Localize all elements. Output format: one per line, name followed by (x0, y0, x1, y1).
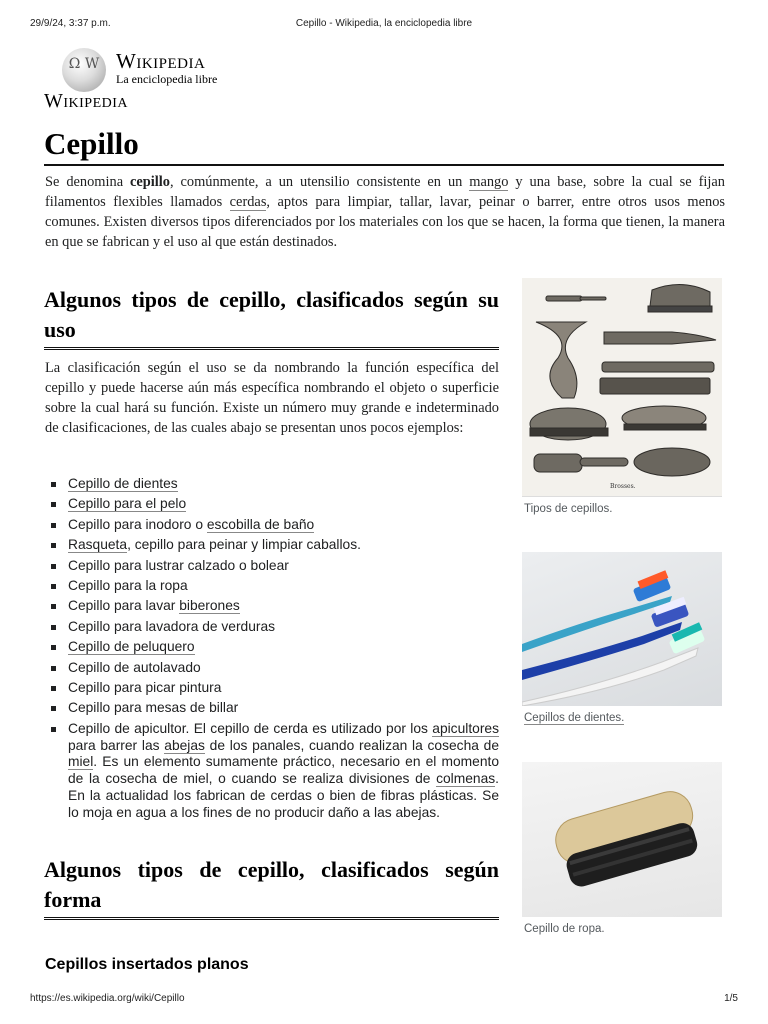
intro-text: , aptos para limpiar, tallar, lavar, peinar o barrer, entre otros usos menos comunes. Existen diversos tipos diferenciados por los materiales con los que se hacen, la forma que tienen, la manera en que se fabrican y el uso al que están destinados. (45, 194, 725, 250)
list-item (47, 576, 499, 596)
figure-caption-link[interactable]: Cepillos de dientes. (524, 712, 625, 724)
figure-clothes-brush (522, 762, 722, 935)
list-item (47, 596, 499, 616)
link-apicultores[interactable]: apicultores (432, 720, 499, 736)
figure-caption (522, 712, 722, 724)
brush-types-list (47, 474, 499, 822)
link-colmenas[interactable]: colmenas (436, 771, 496, 787)
list-item (47, 658, 499, 678)
list-item (47, 535, 499, 555)
print-page-number: 1/5 (724, 993, 738, 1004)
link-cepillo-de-dientes[interactable]: Cepillo de dientes (68, 476, 178, 491)
list-item (47, 556, 499, 576)
intro-text: Se denomina (45, 174, 131, 190)
list-item (47, 474, 499, 494)
section-heading-uso: Algunos tipos de cepillo, clasificados según su uso (44, 285, 499, 350)
list-item (47, 515, 499, 535)
figure-caption: Tipos de cepillos. (524, 503, 613, 515)
clothes-brush-illustration (522, 762, 722, 917)
intro-text: y una base, sobre la cual se fijan filamentos flexibles llamados (45, 174, 725, 210)
subsection-heading-insertados-planos: Cepillos insertados planos (45, 956, 249, 973)
list-item-text: Cepillo para lavar (68, 598, 180, 614)
list-item-text: Cepillo para mesas de billar (68, 700, 239, 716)
list-item (47, 678, 499, 698)
print-page-title: Cepillo - Wikipedia, la enciclopedia libre (295, 18, 473, 29)
print-url: https://es.wikipedia.org/wiki/Cepillo (30, 993, 185, 1004)
list-item-text: Cepillo de apicultor. El cepillo de cerda es utilizado por los (68, 720, 433, 736)
print-header (0, 18, 768, 32)
list-item (47, 617, 499, 637)
list-item-text: Cepillo para lavadora de verduras (68, 618, 276, 634)
list-item-apicultor (47, 721, 499, 822)
list-item (47, 637, 499, 657)
figure-brush-types (522, 278, 722, 515)
wikipedia-logo[interactable] (62, 46, 242, 94)
wikipedia-globe-icon: Ω W (62, 48, 106, 92)
list-item (47, 494, 499, 514)
toothbrushes-illustration (522, 552, 722, 706)
link-cepillo-de-peluquero[interactable]: Cepillo de peluquero (68, 639, 195, 655)
wikipedia-wordmark[interactable]: Wikipedia (44, 90, 129, 112)
brush-types-image[interactable] (522, 278, 722, 497)
link-rasqueta[interactable]: Rasqueta (68, 537, 128, 553)
link-biberones[interactable]: biberones (179, 598, 240, 614)
clothes-brush-photo[interactable] (522, 762, 722, 917)
intro-text: , comúnmente, a un utensilio consistente en un (169, 174, 470, 190)
list-item-text: Cepillo para lustrar calzado o bolear (68, 557, 289, 573)
link-cepillo-para-el-pelo[interactable]: Cepillo para el pelo (68, 496, 187, 512)
list-item-text: . En la actualidad los fabrican de cerdas o bien de fibras plásticas. Se lo moja en agua a los fines de no producir daño a las abejas. (68, 771, 499, 820)
list-item-text: Cepillo para la ropa (68, 578, 188, 594)
list-item-text: Cepillo para picar pintura (68, 680, 222, 696)
link-miel[interactable]: miel (68, 754, 94, 770)
article-title: Cepillo (44, 124, 724, 166)
print-date: 29/9/24, 3:37 p.m. (30, 18, 111, 29)
figure-caption: Cepillo de ropa. (524, 923, 605, 935)
toothbrushes-photo[interactable] (522, 552, 722, 706)
list-item-text: Cepillo de autolavado (68, 659, 201, 675)
article-intro (45, 172, 725, 252)
list-item-text: . Es un elemento sumamente práctico, necesario en el momento de la cosecha de miel, o cuando se realiza divisiones de (68, 754, 499, 787)
logo-wordmark: Wikipedia (116, 49, 206, 73)
intro-term-cepillo: cepillo (130, 174, 170, 190)
list-item-text: , cepillo para peinar y limpiar caballos. (127, 537, 361, 553)
link-mango[interactable]: mango (469, 174, 509, 190)
list-item (47, 698, 499, 718)
section-uso-paragraph: La clasificación según el uso se da nombrando la función específica del cepillo y puede hacerse aún más específica nombrando el objeto o superficie sobre la cual hará su función. Existe un número muy grande e indeterminado de clasificaciones, de las cuales abajo se presentan unos pocos ejemplos: (45, 360, 499, 436)
engraving-caption-text: Brosses. (610, 483, 636, 490)
list-item-text: para barrer las (68, 737, 165, 753)
logo-tagline: La enciclopedia libre (116, 72, 218, 86)
link-escobilla-de-bano[interactable]: escobilla de baño (206, 516, 315, 532)
brush-engraving-illustration (522, 278, 722, 496)
figure-toothbrushes (522, 552, 722, 724)
link-cerdas[interactable]: cerdas (229, 194, 267, 210)
section-heading-forma: Algunos tipos de cepillo, clasificados según forma (44, 855, 499, 920)
list-item-text: Cepillo para inodoro o (68, 516, 207, 532)
list-item-text: de los panales, cuando realizan la cosecha de (204, 737, 499, 753)
link-abejas[interactable]: abejas (164, 737, 205, 753)
